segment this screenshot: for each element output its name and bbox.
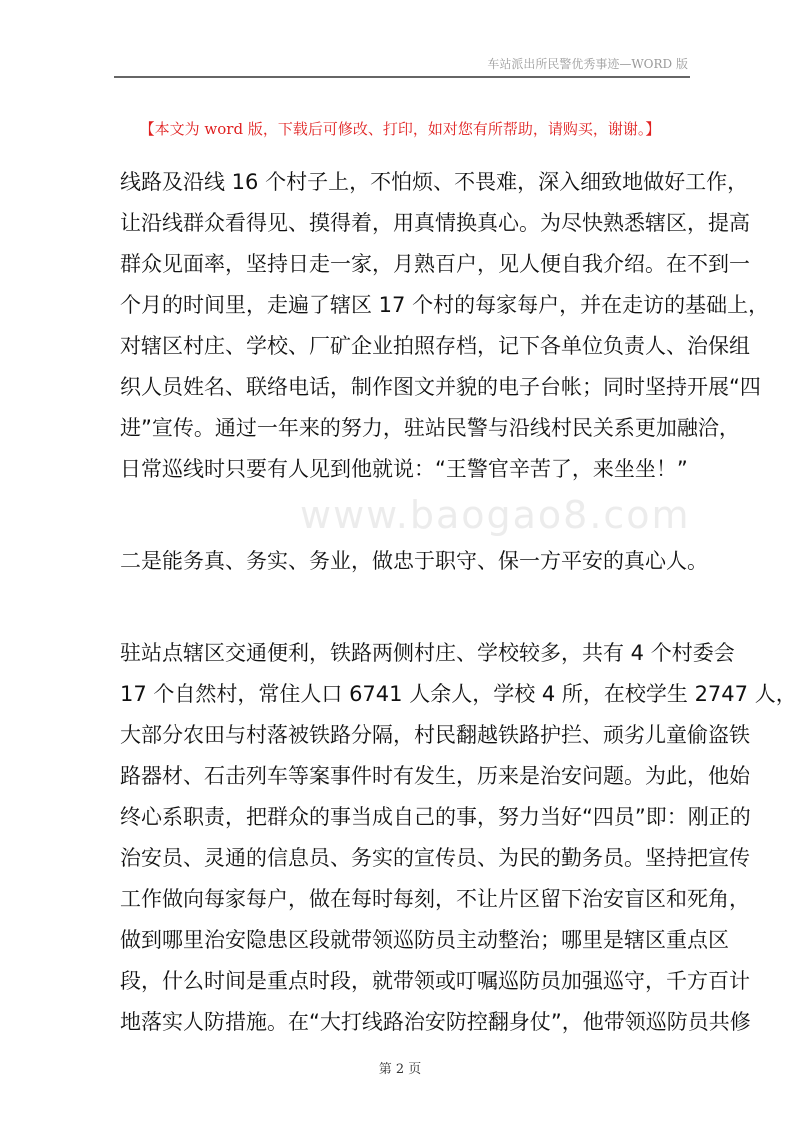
text-line: 大部分农田与村落被铁路分隔，村民翻越铁路护拦、顽劣儿童偷盗铁 [120,723,750,747]
text-line: 让沿线群众看得见、摸得着，用真情换真心。为尽快熟悉辖区，提高 [120,211,750,235]
page-number: 第 2 页 [378,1062,422,1077]
watermark: www.baogao8.com [300,493,691,537]
text-line: 段，什么时间是重点时段，就带领或叮嘱巡防员加强巡守，千方百计 [120,969,750,993]
download-notice: 【本文为 word 版，下载后可修改、打印，如对您有所帮助，请购买，谢谢。】 [139,120,661,138]
text-line: 治安员、灵通的信息员、务实的宣传员、为民的勤务员。坚持把宣传 [120,846,750,870]
text-line: 个月的时间里，走遍了辖区 17 个村的每家每户，并在走访的基础上， [120,293,770,317]
text-line: 17 个自然村，常住人口 6741 人余人，学校 4 所，在校学生 2747 人， [120,682,797,706]
text-line: 终心系职责，把群众的事当成自己的事，努力当好“四员”即：刚正的 [120,805,751,829]
text-line: 驻站点辖区交通便利，铁路两侧村庄、学校较多，共有 4 个村委会 [120,641,735,665]
section-heading: 二是能务真、务实、务业，做忠于职守、保一方平安的真心人。 [120,549,708,573]
text-line: 进”宣传。通过一年来的努力，驻站民警与沿线村民关系更加融洽， [120,416,740,440]
text-line: 地落实人防措施。在“大打线路治安防控翻身仗”，他带领巡防员共修 [120,1010,751,1034]
text-line: 做到哪里治安隐患区段就带领巡防员主动整治；哪里是辖区重点区 [120,928,729,952]
text-line: 路器材、石击列车等案事件时有发生，历来是治安问题。为此，他始 [120,764,750,788]
text-line: 日常巡线时只要有人见到他就说：“王警官辛苦了，来坐坐！” [120,457,688,481]
text-line: 群众见面率，坚持日走一家，月熟百户，见人便自我介绍。在不到一 [120,252,750,276]
text-line: 线路及沿线 16 个村子上，不怕烦、不畏难，深入细致地做好工作， [120,170,749,194]
header-divider [114,76,690,78]
text-line: 工作做向每家每户，做在每时每刻，不让片区留下治安盲区和死角， [120,887,750,911]
text-line: 对辖区村庄、学校、厂矿企业拍照存档，记下各单位负责人、治保组 [120,334,750,358]
text-line: 织人员姓名、联络电话，制作图文并貌的电子台帐；同时坚持开展“四 [120,375,761,399]
running-header: 车站派出所民警优秀事迹—WORD 版 [487,57,688,71]
